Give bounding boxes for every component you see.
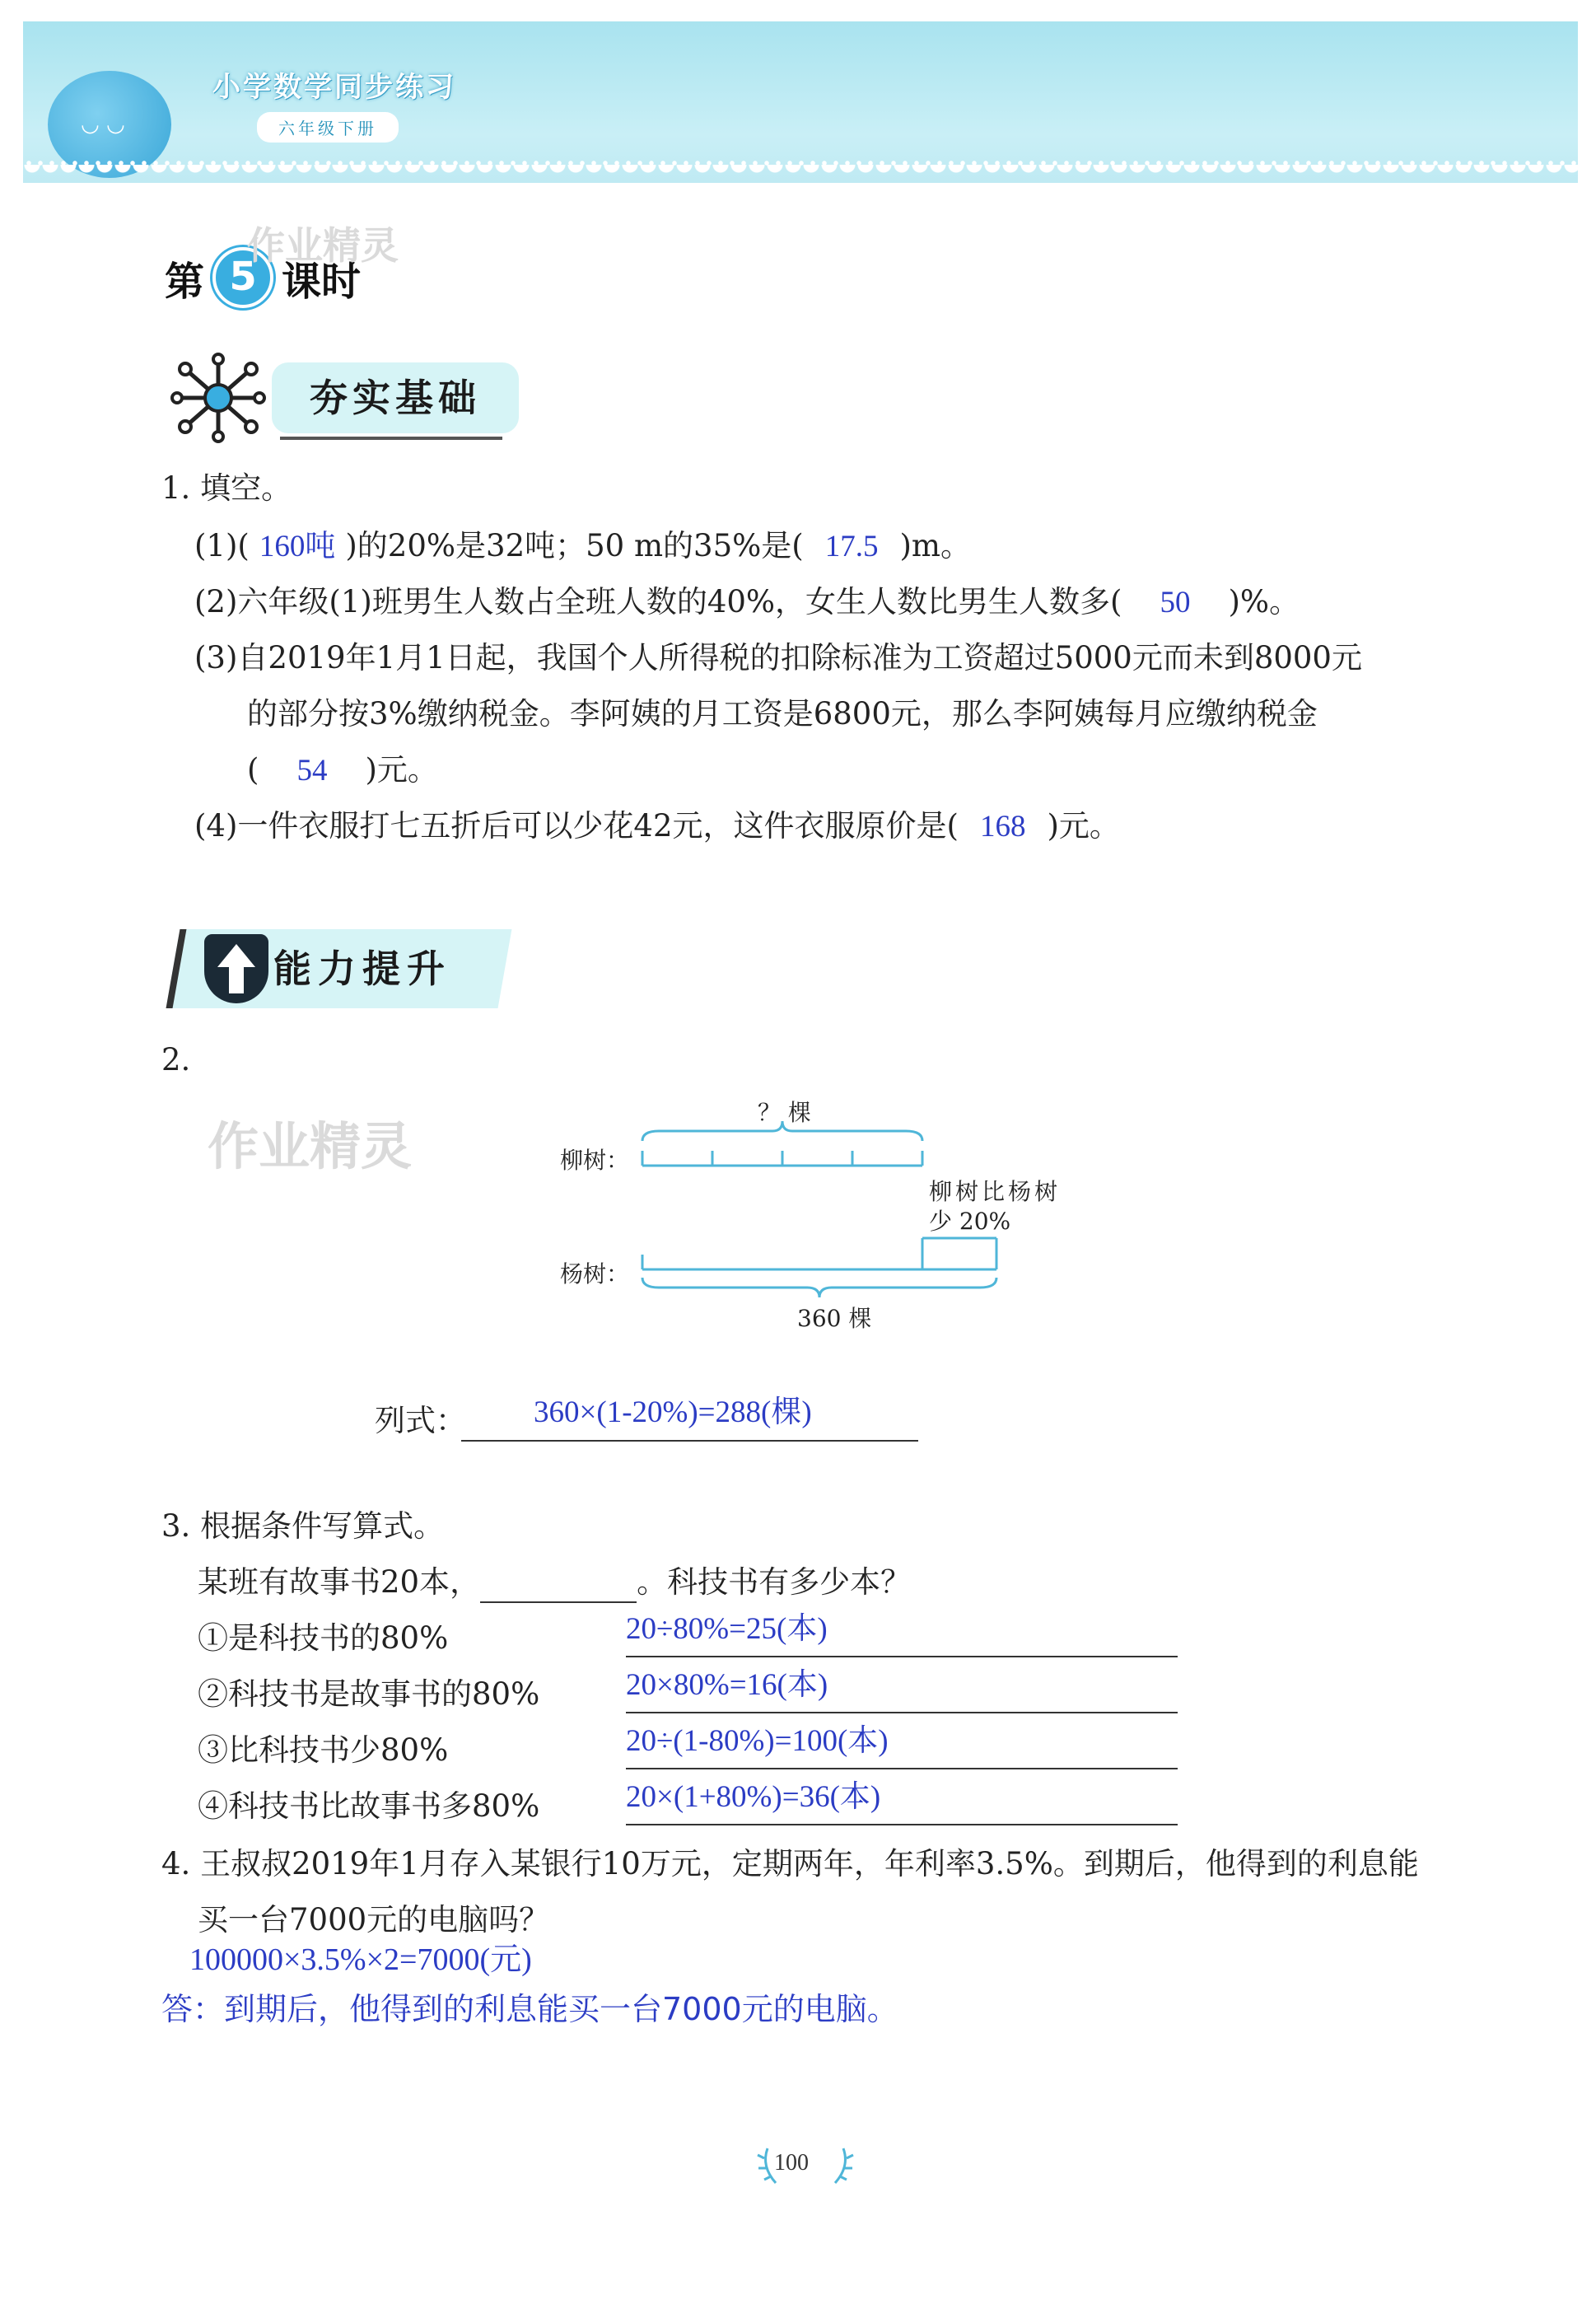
q3-answer-line-2 — [626, 1664, 1178, 1713]
q4-answer: 答：到期后，他得到的利息能买一台7000元的电脑。 — [161, 1991, 898, 2027]
q3-cond-3: ③比科技书少80% — [198, 1732, 449, 1768]
q3-cond-4: ④科技书比故事书多80% — [198, 1788, 540, 1824]
q1-part4: (4)一件衣服打七五折后可以少花42元，这件衣服原价是( 168 )元。 — [194, 808, 1120, 844]
answer: 160吨 — [259, 530, 336, 563]
poplar-label: 杨树： — [560, 1260, 630, 1288]
section-advanced-title: 能力提升 — [273, 947, 451, 991]
blank — [480, 1568, 637, 1603]
q1-title: 1. 填空。 — [161, 470, 292, 506]
total-label: 360 棵 — [797, 1305, 872, 1332]
q1-part2: (2)六年级(1)班男生人数占全班人数的40%，女生人数比男生人数多( 50 )%。 — [194, 584, 1300, 619]
section-basic-banner: 夯实基础 — [272, 362, 519, 433]
answer: 17.5 — [824, 530, 879, 563]
formula-answer: 360×(1-20%)=288(棵) — [534, 1395, 812, 1429]
q2-title: 2. — [161, 1042, 191, 1077]
q3-answer-line-3 — [626, 1720, 1178, 1769]
network-icon — [169, 353, 268, 443]
q1-part3-line3: ( 54 )元。 — [247, 752, 438, 788]
diagram-note-line1: 柳树比杨树 — [929, 1178, 1062, 1205]
question-label: ？ 棵 — [758, 1099, 811, 1126]
grade-label: 六年级下册 — [257, 112, 399, 143]
smile-icon: ◡ ◡ — [81, 112, 125, 137]
q3-title: 3. 根据条件写算式。 — [161, 1508, 445, 1544]
q3-cond-1: ①是科技书的80% — [198, 1620, 449, 1656]
q4-line2: 买一台7000元的电脑吗？ — [198, 1902, 550, 1937]
lesson-prefix: 第 — [165, 258, 205, 305]
q3-answer-line-4 — [626, 1776, 1178, 1825]
watermark: 作业精灵 — [247, 223, 399, 268]
q3-prompt: 某班有故事书20本， 。科技书有多少本？ — [198, 1562, 911, 1603]
banner-underline — [280, 437, 502, 440]
answer: 54 — [296, 754, 328, 788]
q3-answer-line-1 — [626, 1608, 1178, 1657]
formula-blank — [461, 1392, 918, 1442]
answer: 20÷(1-80%)=100(本) — [626, 1724, 889, 1758]
answer: 20÷80%=25(本) — [626, 1612, 828, 1646]
segment-diagram — [560, 1083, 1095, 1330]
answer: 168 — [979, 810, 1026, 844]
q3-cond-2: ②科技书是故事书的80% — [198, 1676, 540, 1712]
page-number: 100 — [774, 2150, 809, 2176]
arrow-up-shield-icon — [204, 934, 268, 1003]
formula-label: 列式： — [375, 1403, 466, 1438]
answer: 50 — [1160, 586, 1191, 619]
series-title: 小学数学同步练习 — [212, 71, 456, 104]
answer: 20×80%=16(本) — [626, 1668, 828, 1702]
q4-line1: 4. 王叔叔2019年1月存入某银行10万元，定期两年，年利率3.5%。到期后，他得到的利息能 — [161, 1846, 1419, 1881]
diagram-note-line2: 少 20% — [929, 1208, 1011, 1235]
q1-part3-line1: (3)自2019年1月1日起，我国个人所得税的扣除标准为工资超过5000元而未到8000元 — [194, 640, 1362, 675]
watermark: 作业精灵 — [208, 1116, 413, 1176]
q1-part3-line2: 的部分按3%缴纳税金。李阿姨的月工资是6800元，那么李阿姨每月应缴纳税金 — [247, 696, 1318, 731]
answer: 20×(1+80%)=36(本) — [626, 1780, 881, 1814]
lesson-number-badge: 5 — [212, 247, 273, 308]
willow-label: 柳树： — [560, 1147, 630, 1174]
q1-part1: (1)( 160吨 )的20%是32吨；50 m的35%是( 17.5 )m。 — [194, 528, 971, 563]
lesson-suffix: 课时 — [282, 258, 362, 305]
q4-calculation: 100000×3.5%×2=7000(元) — [189, 1942, 532, 1977]
